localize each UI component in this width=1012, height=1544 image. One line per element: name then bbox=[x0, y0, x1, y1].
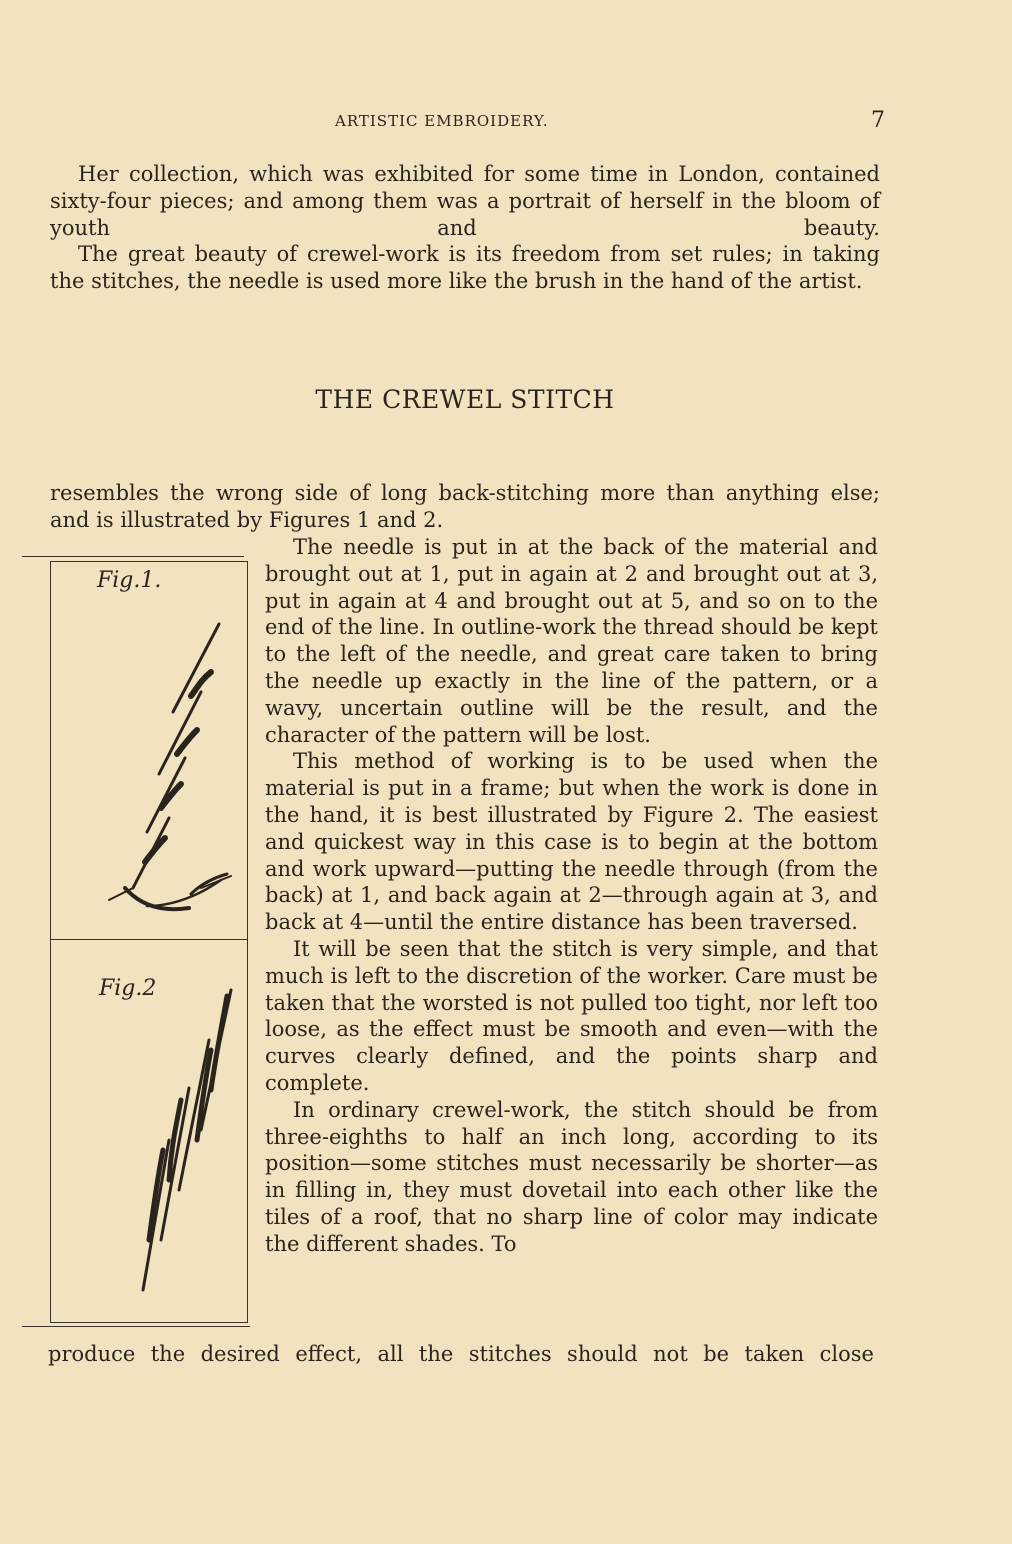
section-lead-text: resembles the wrong side of long back-stitching more than anything else; and is illustrated by Figures 1 and 2. bbox=[50, 481, 880, 532]
figures-box bbox=[50, 561, 248, 1323]
section-heading: THE CREWEL STITCH bbox=[315, 385, 615, 414]
figure-2 bbox=[51, 940, 247, 1322]
intro-paragraph-1: Her collection, which was exhibited for some time in London, contained sixty-four pieces; and among them was a portrait of herself in the bloom of youth and beauty. bbox=[50, 162, 880, 240]
column-paragraph-2: This method of working is to be used when the material is put in a frame; but when the work is done in the hand, it is best illustrated by Figure 2. The easiest and quickest way in this case is to begin at the bottom and work upward—putting the needle through (from the back) at 1, and back again at 2—through again at 3, and back at 4—until the entire distance has been traversed. bbox=[265, 749, 878, 935]
intro-paragraph-2: The great beauty of crewel-work is its freedom from set rules; in taking the stitches, the needle is used more like the brush in the hand of the artist. bbox=[50, 242, 880, 294]
figure-1-stitch-drawing bbox=[51, 562, 247, 939]
column-paragraph-1: The needle is put in at the back of the material and brought out at 1, put in again at 2 and brought out at 3, put in again at 4 and brought out at 5, and so on to the end of the line. In outline-work the thread should be kept to the left of the needle, and great care taken to bring the needle up exactly in the line of the pattern, or a wavy, uncertain outline will be the result, and the character of the pattern will be lost. bbox=[265, 535, 878, 747]
column-paragraph-3: It will be seen that the stitch is very simple, and that much is left to the discretion of the worker. Care must be taken that the worsted is not pulled too tight, nor left too loose, as the effect must be smooth and even—with the curves clearly defined, and the points sharp and complete. bbox=[265, 936, 878, 1095]
figure-bottom-rule bbox=[22, 1326, 250, 1327]
figure-1 bbox=[51, 562, 247, 940]
section-lead bbox=[50, 480, 880, 534]
text-column bbox=[265, 534, 878, 1258]
bottom-line-text: produce the desired effect, all the stitches should not be taken close bbox=[48, 1342, 874, 1366]
column-paragraph-4: In ordinary crewel-work, the stitch should be from three-eighths to half an inch long, according to its position—some stitches must necessarily be shorter—as in filling in, they must dovetail into each other like the tiles of a roof, that no sharp line of color may indicate the different shades. To bbox=[265, 1097, 878, 1256]
intro-text bbox=[50, 161, 880, 295]
figure-2-stitch-drawing bbox=[51, 940, 247, 1322]
figure-2-label: Fig.2 bbox=[99, 976, 157, 1001]
page-number: 7 bbox=[871, 108, 886, 133]
figure-1-label: Fig.1. bbox=[97, 568, 162, 593]
figure-top-rule bbox=[22, 556, 244, 557]
running-title: ARTISTIC EMBROIDERY. bbox=[335, 112, 549, 130]
